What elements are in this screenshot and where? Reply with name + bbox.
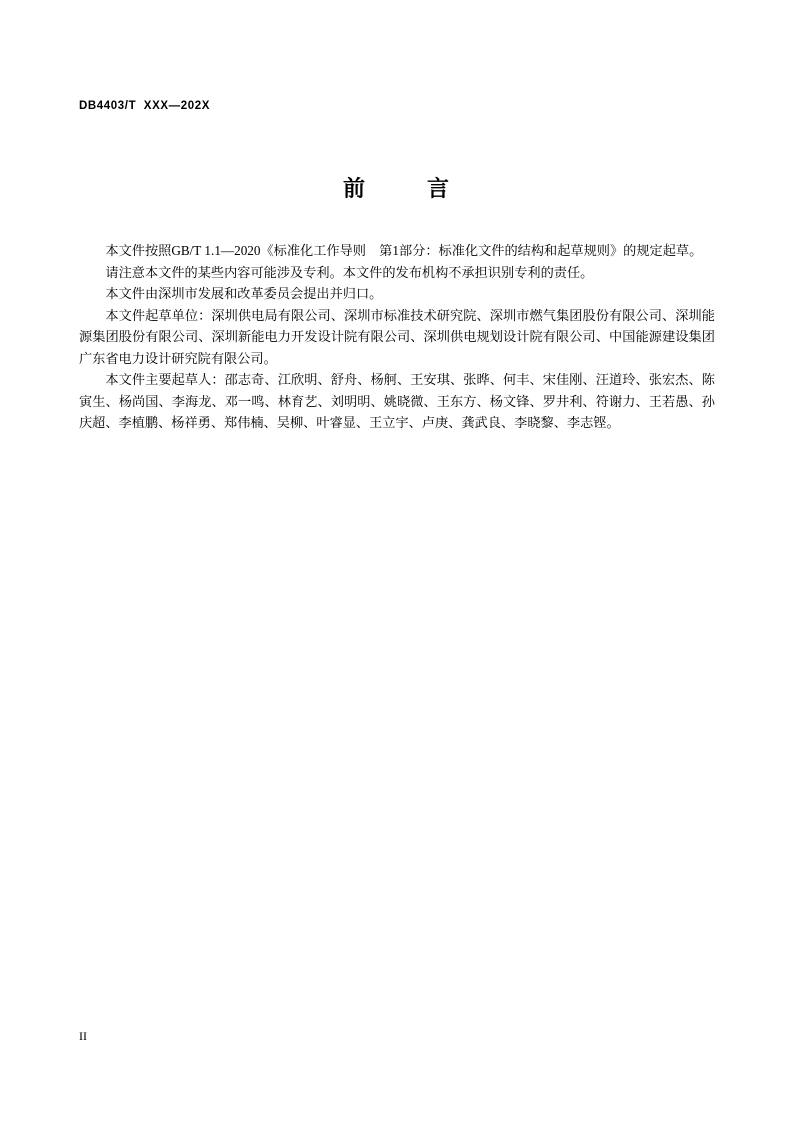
- page-number: II: [79, 1029, 87, 1043]
- foreword-paragraph: 本文件起草单位：深圳供电局有限公司、深圳市标准技术研究院、深圳市燃气集团股份有限公司、深圳能源集团股份有限公司、深圳新能电力开发设计院有限公司、深圳供电规划设计院有限公司、中国能源建设集团广东省电力设计研究院有限公司。: [79, 307, 715, 366]
- foreword-paragraph: 本文件按照GB/T 1.1—2020《标准化工作导则 第1部分：标准化文件的结构和起草规则》的规定起草。: [105, 243, 703, 258]
- foreword-body: [79, 240, 715, 434]
- standard-code-header: DB4403/T XXX—202X: [79, 100, 210, 112]
- foreword-paragraph: 本文件由深圳市发展和改革委员会提出并归口。: [105, 286, 383, 301]
- foreword-paragraph: 请注意本文件的某些内容可能涉及专利。本文件的发布机构不承担识别专利的责任。: [105, 264, 594, 280]
- page-title: 前 言: [342, 176, 451, 201]
- foreword-paragraph: 本文件主要起草人：邵志奇、江欣明、舒舟、杨舸、王安琪、张晔、何丰、宋佳刚、汪道玲、张宏杰、陈寅生、杨尚国、李海龙、邓一鸣、林育艺、刘明明、姚晓微、王东方、杨文锋、罗井利、符谢力、王若愚、孙庆超、李植鹏、杨祥勇、郑伟楠、吴柳、叶睿显、王立宇、卢庚、龚武良、李晓黎、李志铿。: [79, 372, 715, 430]
